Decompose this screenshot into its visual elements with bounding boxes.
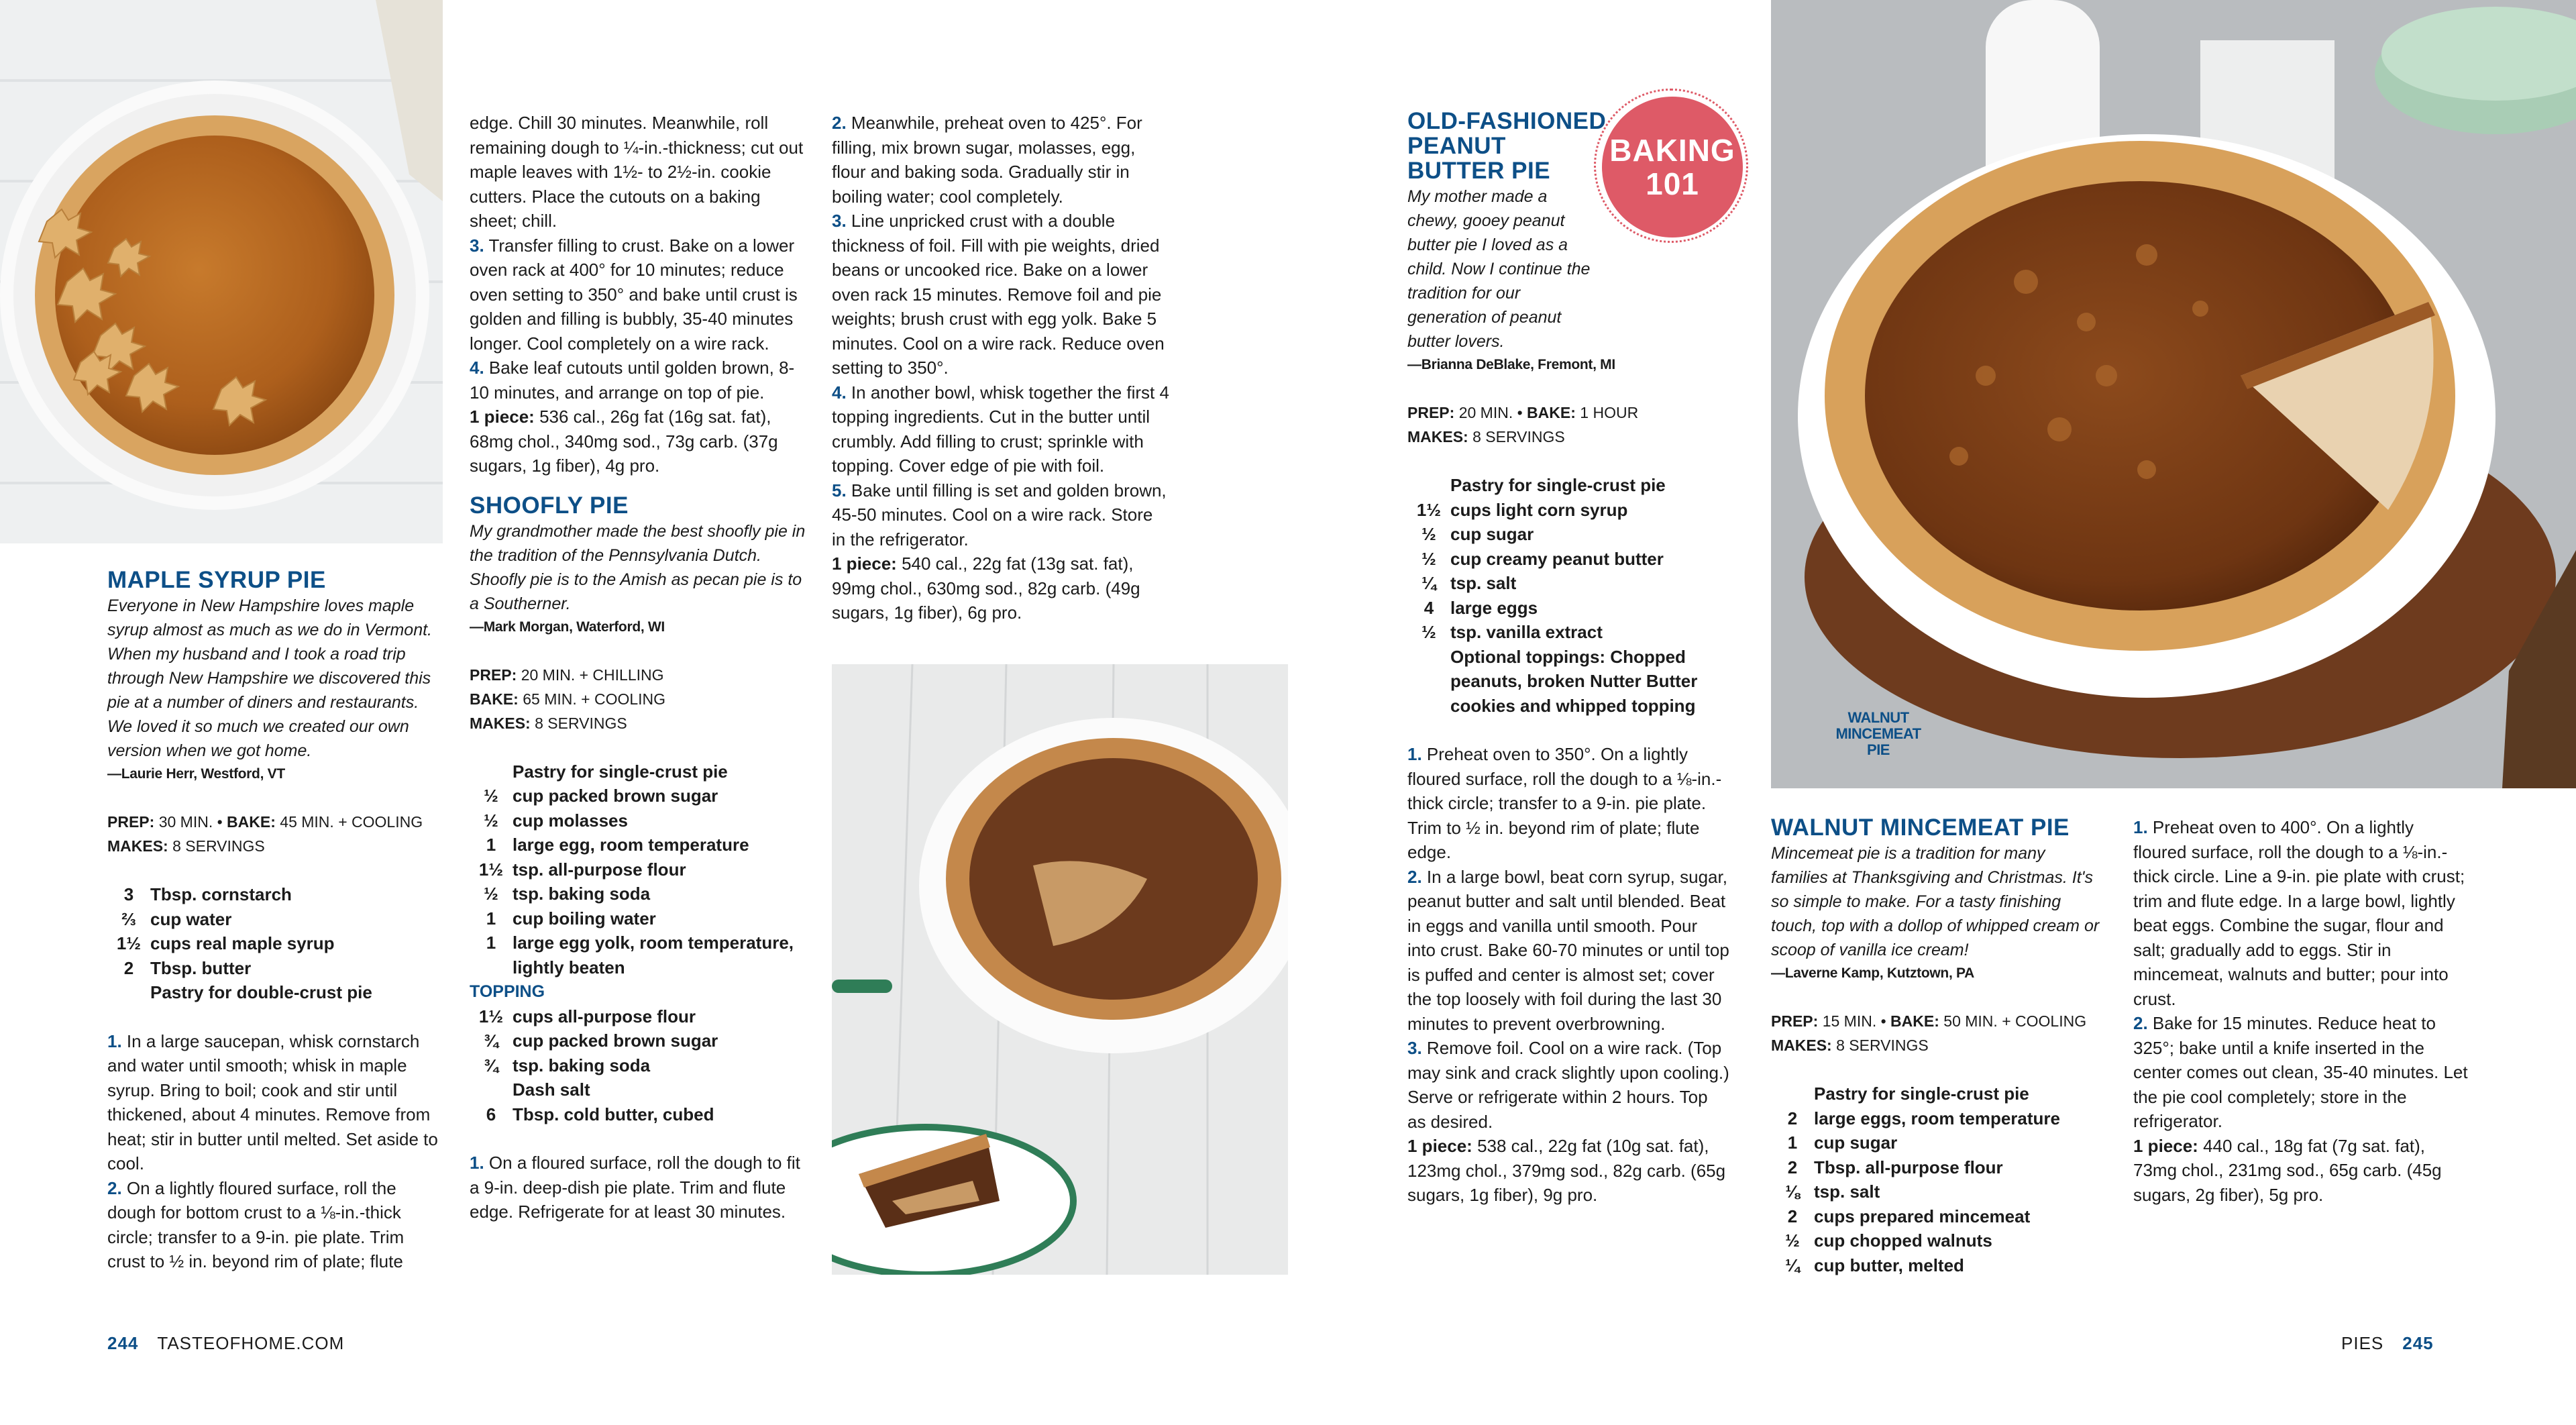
- ingredient-row: ½ tsp. baking soda: [484, 884, 651, 904]
- shoofly-step-1: 1. On a floured surface, roll the dough to fit a 9-in. deep-dish pie plate. Trim and flute edge. Refrigerate for at least 30 minutes.: [470, 1153, 800, 1222]
- shoofly-step-4: 4. In another bowl, whisk together the first 4 topping ingredients. Cut in the butter until crumbly. Add filling to crust; sprinkle with topping. Cover edge of pie with foil.: [832, 382, 1169, 476]
- shoofly-prep: PREP: 20 MIN. + CHILLING: [470, 666, 664, 684]
- walnut-makes: MAKES: 8 SERVINGS: [1771, 1037, 1929, 1054]
- walnut-prep-bake: PREP: 15 MIN. • BAKE: 50 MIN. + COOLING: [1771, 1012, 2087, 1030]
- ingredient-row: Optional toppings: Chopped peanuts, broken Nutter Butter cookies and whipped topping: [1450, 646, 1698, 716]
- ingredient-row: 2 Tbsp. all-purpose flour: [1787, 1157, 2003, 1177]
- walnut-nutrition: 1 piece: 440 cal., 18g fat (7g sat. fat), 73mg chol., 231mg sod., 65g carb. (45g sugars, 2g fiber), 5g pro.: [2133, 1135, 2442, 1205]
- ingredient-row: 1 large egg, room temperature: [486, 835, 749, 855]
- maple-byline: —Laurie Herr, Westford, VT: [107, 766, 285, 782]
- maple-step-1: 1. In a large saucepan, whisk cornstarch and water until smooth; whisk in maple syrup. Bring to boil; cook and stir until thickened, about 4 minutes. Remove from heat; stir in butter until melted. Set aside to cool.: [107, 1031, 438, 1173]
- shoofly-nutrition: 1 piece: 540 cal., 22g fat (13g sat. fat), 99mg chol., 630mg sod., 82g carb. (49g sugars, 1g fiber), 6g pro.: [832, 553, 1140, 623]
- column-3: [832, 111, 1171, 625]
- page-number-left: 244: [107, 1333, 139, 1353]
- ingredient-row: ½ cup sugar: [1421, 524, 1534, 544]
- peanut-nutrition: 1 piece: 538 cal., 22g fat (10g sat. fat), 123mg chol., 379mg sod., 82g carb. (65g sugars, 1g fiber), 9g pro.: [1407, 1136, 1726, 1205]
- ingredient-row: Pastry for single-crust pie: [1450, 475, 1666, 495]
- peanut-step-1: 1. Preheat oven to 350°. On a lightly floured surface, roll the dough to a ⅛-in.-thick circle; transfer to a 9-in. pie plate. Trim to ½ in. beyond rim of plate; flute edge.: [1407, 744, 1722, 862]
- peanut-intro: My mother made a chewy, gooey peanut butter pie I loved as a child. Now I continue the tradition for our generation of peanut butter lovers.: [1407, 187, 1591, 351]
- ingredient-row: 3 Tbsp. cornstarch: [123, 884, 292, 904]
- peanut-step-3: 3. Remove foil. Cool on a wire rack. (Top may sink and crack slightly upon cooling.) Serve or refrigerate within 2 hours. Top as desired.: [1407, 1038, 1729, 1132]
- ingredient-row: ½ cup chopped walnuts: [1785, 1230, 1992, 1251]
- folio-right: [2341, 1331, 2434, 1355]
- peanut-step-2: 2. In a large bowl, beat corn syrup, sugar, peanut butter and salt until blended. Beat in eggs and vanilla until smooth. Pour into crust. Bake 60-70 minutes or until top is puffed and center is almost set; cover the top loosely with foil during the last 30 minutes to prevent overbrowning.: [1407, 866, 1729, 1034]
- maple-step-3: 3. Transfer filling to crust. Bake on a lower oven rack at 400° for 10 minutes; reduce oven setting to 350° and bake until crust is golden and filling is bubbly, 35-40 minutes longer. Cool completely on a wire rack.: [470, 235, 798, 354]
- ingredient-row: 4 large eggs: [1424, 597, 1538, 618]
- badge-line-1: BAKING: [1609, 133, 1735, 168]
- walnut-directions-column: [2133, 815, 2469, 1207]
- shoofly-topping: [470, 1004, 808, 1127]
- shoofly-step-3: 3. Line unpricked crust with a double thickness of foil. Fill with pie weights, dried beans or uncooked rice. Bake on a lower oven rack 15 minutes. Remove foil and pie weights; brush crust with egg yolk. Bake 5 minutes. Cool on a wire rack. Reduce oven setting to 350°.: [832, 211, 1165, 378]
- ingredient-row: ½ cup packed brown sugar: [484, 786, 718, 806]
- peanut-title: OLD-FASHIONED PEANUT BUTTER PIE: [1407, 108, 1607, 184]
- column-2: [470, 111, 808, 1224]
- walnut-step-1: 1. Preheat oven to 400°. On a lightly floured surface, roll the dough to a ⅛-in.-thick circle. Line a 9-in. pie plate with crust; trim and flute edge. In a large bowl, lightly beat eggs. Combine the sugar, flour and salt; gradually add to eggs. Stir in mincemeat, walnuts and butter; pour into crust.: [2133, 817, 2465, 1009]
- maple-step-2a: 2. On a lightly floured surface, roll the dough for bottom crust to a ⅛-in.-thick circle; transfer to a 9-in. pie plate. Trim crust to ½ in. beyond rim of plate; flute: [107, 1177, 405, 1271]
- maple-nutrition: 1 piece: 536 cal., 26g fat (16g sat. fat), 68mg chol., 340mg sod., 73g carb. (37g sugars, 1g fiber), 4g pro.: [470, 407, 778, 476]
- folio-left: [107, 1331, 344, 1355]
- ingredient-row: Pastry for single-crust pie: [1814, 1084, 2029, 1104]
- walnut-title: WALNUT MINCEMEAT PIE: [1771, 814, 2070, 841]
- ingredient-row: ¾ cup packed brown sugar: [484, 1031, 718, 1051]
- ingredient-row: ½ cup molasses: [484, 810, 628, 831]
- shoofly-title: SHOOFLY PIE: [470, 492, 629, 519]
- walnut-recipe-column: [1771, 815, 2106, 1277]
- ingredient-row: Pastry for single-crust pie: [513, 761, 728, 782]
- shoofly-topping-label: TOPPING: [470, 982, 545, 1001]
- site-name: TASTEOFHOME.COM: [157, 1333, 345, 1353]
- walnut-intro: Mincemeat pie is a tradition for many families at Thanksgiving and Christmas. It's so simple to make. For a tasty finishing touch, top with a dollop of whipped cream or scoop of vanilla ice cream!: [1771, 844, 2100, 959]
- maple-recipe-column: [107, 568, 443, 1274]
- peanut-ingredients: [1407, 473, 1729, 718]
- ingredient-row: ½ tsp. vanilla extract: [1421, 622, 1603, 642]
- page-number-right: 245: [2402, 1333, 2434, 1353]
- ingredient-row: 6 Tbsp. cold butter, cubed: [486, 1104, 714, 1124]
- shoofly-intro: My grandmother made the best shoofly pie in the tradition of the Pennsylvania Dutch. Shoofly pie is to the Amish as pecan pie is to a Southerner.: [470, 521, 806, 613]
- ingredient-row: 1 large egg yolk, room temperature, lightly beaten: [486, 933, 794, 978]
- maple-pie-photo: [0, 0, 443, 543]
- shoofly-makes: MAKES: 8 SERVINGS: [470, 714, 627, 732]
- ingredient-row: Dash salt: [513, 1079, 590, 1100]
- ingredient-row: 1 cup sugar: [1787, 1132, 1898, 1153]
- walnut-pie-photo: [1771, 0, 2576, 788]
- ingredient-row: 1½ cups real maple syrup: [116, 933, 335, 953]
- walnut-step-2: 2. Bake for 15 minutes. Reduce heat to 325°; bake until a knife inserted in the center comes out clean, 35-40 minutes. Let the pie cool completely; store in the refrigerator.: [2133, 1013, 2468, 1131]
- peanut-byline: —Brianna DeBlake, Fremont, MI: [1407, 357, 1615, 372]
- maple-prep-bake: PREP: 30 MIN. • BAKE: 45 MIN. + COOLING: [107, 813, 423, 831]
- shoofly-pie-photo: [832, 664, 1288, 1275]
- ingredient-row: ½ cup creamy peanut butter: [1421, 548, 1664, 569]
- peanut-recipe-column: [1407, 109, 1729, 1208]
- ingredient-row: ¼ cup butter, melted: [1785, 1255, 1964, 1275]
- badge-line-2: 101: [1646, 166, 1699, 201]
- shoofly-step-5: 5. Bake until filling is set and golden brown, 45-50 minutes. Cool on a wire rack. Store in the refrigerator.: [832, 480, 1167, 549]
- ingredient-row: 1½ tsp. all-purpose flour: [478, 859, 686, 880]
- ingredient-row: 2 large eggs, room temperature: [1787, 1108, 2060, 1128]
- ingredient-row: ¼ tsp. salt: [1421, 573, 1517, 593]
- walnut-photo-label: WALNUT MINCEMEAT PIE: [1835, 709, 1921, 758]
- ingredient-row: ⅛ tsp. salt: [1785, 1181, 1880, 1202]
- ingredient-row: 1½ cups light corn syrup: [1416, 499, 1628, 520]
- ingredient-row: 2 cups prepared mincemeat: [1787, 1206, 2031, 1226]
- walnut-ingredients: [1771, 1081, 2106, 1277]
- shoofly-ingredients: [470, 759, 808, 980]
- maple-step-4: 4. Bake leaf cutouts until golden brown, 8-10 minutes, and arrange on top of pie.: [470, 358, 795, 403]
- ingredient-row: 2 Tbsp. butter: [123, 957, 252, 978]
- maple-step-2b: edge. Chill 30 minutes. Meanwhile, roll remaining dough to ¼-in.-thickness; cut out maple leaves with 1½- to 2½-in. cookie cutters. Place the cutouts on a baking sheet; chill.: [470, 113, 804, 231]
- maple-ingredients: [107, 882, 443, 1005]
- section-name: PIES: [2341, 1333, 2384, 1353]
- baking-101-badge: [1602, 97, 1743, 237]
- ingredient-row: ¾ tsp. baking soda: [484, 1055, 651, 1075]
- maple-intro: Everyone in New Hampshire loves maple syrup almost as much as we do in Vermont. When my husband and I took a road trip through New Hampshire we discovered this pie at a number of diners and restaurants. We loved it so much we created our own version when we got home.: [107, 596, 432, 760]
- walnut-byline: —Laverne Kamp, Kutztown, PA: [1771, 965, 1975, 981]
- maple-makes: MAKES: 8 SERVINGS: [107, 837, 265, 855]
- badge-dotted-ring: [1594, 89, 1748, 243]
- ingredient-row: 1 cup boiling water: [486, 908, 656, 929]
- ingredient-row: 1½ cups all-purpose flour: [478, 1006, 696, 1026]
- peanut-makes: MAKES: 8 SERVINGS: [1407, 428, 1565, 445]
- shoofly-bake: BAKE: 65 MIN. + COOLING: [470, 690, 666, 708]
- ingredient-row: ⅔ cup water: [121, 908, 232, 929]
- ingredient-row: Pastry for double-crust pie: [150, 982, 372, 1002]
- maple-title: MAPLE SYRUP PIE: [107, 567, 326, 593]
- shoofly-step-2: 2. Meanwhile, preheat oven to 425°. For filling, mix brown sugar, molasses, egg, flour and baking soda. Gradually stir in boiling water; cool completely.: [832, 113, 1142, 207]
- shoofly-byline: —Mark Morgan, Waterford, WI: [470, 619, 665, 635]
- peanut-prep-bake: PREP: 20 MIN. • BAKE: 1 HOUR: [1407, 404, 1639, 421]
